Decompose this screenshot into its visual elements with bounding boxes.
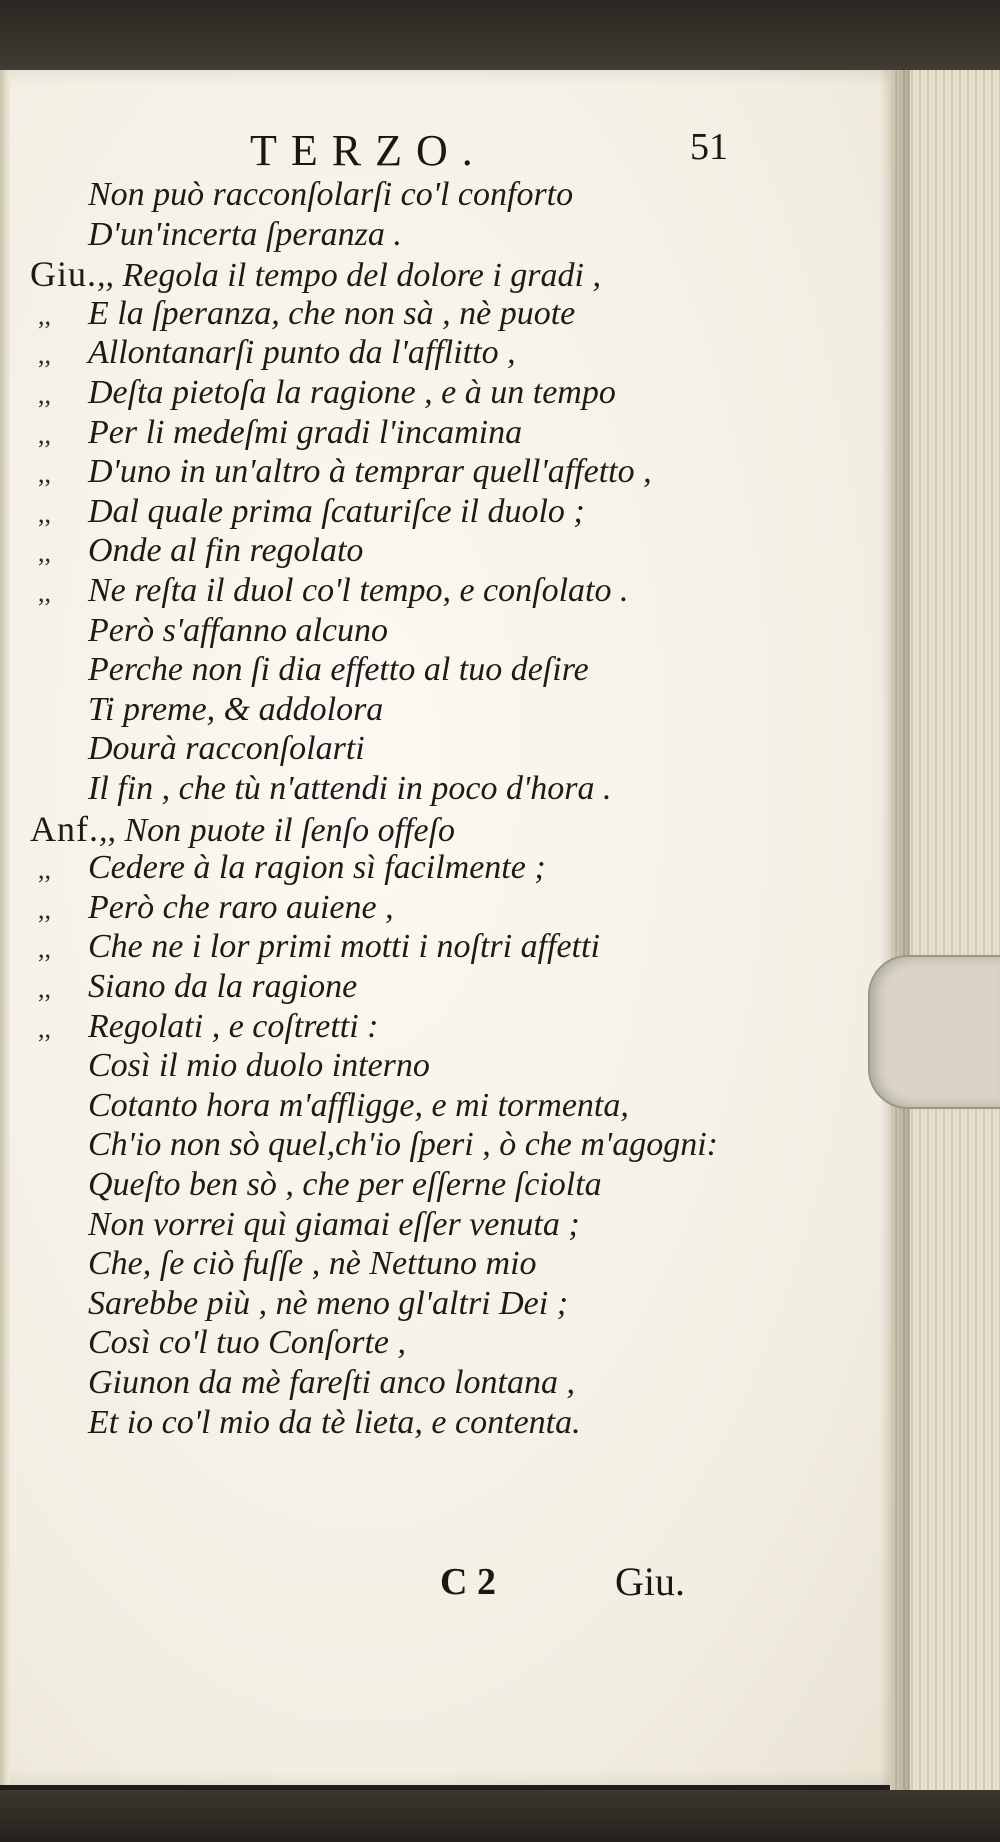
page-edge-shadow <box>880 70 910 1800</box>
signature-mark: C 2 <box>440 1561 496 1603</box>
verse-line <box>38 333 516 375</box>
quotation-mark: ,, <box>38 459 51 489</box>
verse-line <box>88 1165 602 1205</box>
verse-line <box>88 1284 568 1324</box>
verse-line-text: Deſta pietoſa la ragione , e à un tempo <box>88 374 616 411</box>
verse-line-text: Ti preme, & addolora <box>88 690 384 728</box>
verse-line <box>88 650 589 690</box>
quotation-mark: ,, <box>38 934 51 964</box>
verse-line-text: Allontanarſi punto da l'afflitto , <box>88 334 516 372</box>
verse-line <box>88 1046 430 1086</box>
quotation-mark: ,, <box>38 300 51 330</box>
verse-line <box>38 1007 379 1049</box>
verse-line-text: Cotanto hora m'affligge, e mi tormenta, <box>88 1086 629 1124</box>
verse-line <box>88 1244 537 1284</box>
verse-line <box>38 413 522 455</box>
quotation-mark: ,, <box>38 538 51 568</box>
verse-line-text: Il fin , che tù n'attendi in poco d'hora . <box>88 770 612 807</box>
verse-line-text: Ch'io non sò quel,ch'io ſperi , ò che m'agogni: <box>88 1126 718 1164</box>
verse-line <box>88 1403 581 1443</box>
verse-line <box>38 452 652 494</box>
verse-line-text: Sarebbe più , nè meno gl'altri Dei ; <box>88 1284 569 1322</box>
quotation-mark: ,, <box>38 340 51 370</box>
verse-line <box>38 888 394 930</box>
book-cover-bottom <box>0 1790 1000 1842</box>
verse-line-text: Non vorrei quì giamai eſſer venuta ; <box>88 1205 580 1243</box>
page-tab-marker <box>868 955 1000 1109</box>
verse-line-text: Per li medeſmi gradi l'incamina <box>88 413 523 451</box>
verse-line-text: Perche non ſi dia effetto al tuo deſire <box>88 651 589 689</box>
verse-line <box>30 254 601 296</box>
verse-line <box>88 1086 629 1126</box>
running-title: TERZO. <box>250 126 487 175</box>
verse-line-text: E la ſperanza, che non sà , nè puote <box>88 294 576 332</box>
verse-line <box>38 571 628 613</box>
verse-line-text: Ne reſta il duol co'l tempo, e conſolato . <box>88 572 629 609</box>
verse-line <box>38 848 546 890</box>
verse-line-text: ,, Non puote il ſenſo offeſo <box>99 811 456 849</box>
verse-line <box>38 967 357 1009</box>
verse-line-text: Giunon da mè fareſti anco lontana , <box>88 1364 575 1401</box>
verse-line-text: Così co'l tuo Conſorte , <box>88 1324 407 1362</box>
page-number: 51 <box>690 126 728 168</box>
verse-line-text: Cedere à la ragion sì facilmente ; <box>88 849 546 887</box>
page-gutter <box>0 70 10 1785</box>
verse-line-text: Siano da la ragione <box>88 968 358 1005</box>
verse-line <box>88 1323 406 1363</box>
verse-line-text: D'un'incerta ſperanza . <box>88 215 402 253</box>
verse-line <box>38 531 363 573</box>
verse-line-text: ,, Regola il tempo del dolore i gradi , <box>97 257 601 295</box>
verse-line <box>38 373 616 415</box>
verse-line <box>38 492 585 534</box>
verse-line-text: Non può racconſolarſi co'l conforto <box>88 176 574 213</box>
verse-line-text: Che, ſe ciò fuſſe , nè Nettuno mio <box>88 1245 537 1283</box>
verse-line-text: Che ne i lor primi motti i noſtri affetti <box>88 928 600 966</box>
verse-line <box>88 1125 718 1165</box>
quotation-mark: ,, <box>38 578 51 607</box>
verse-line-text: Queſto ben sò , che per eſſerne ſciolta <box>88 1166 602 1203</box>
verse-line <box>88 1205 580 1245</box>
quotation-mark: ,, <box>38 380 51 409</box>
verse-line-text: Però s'affanno alcuno <box>88 611 389 649</box>
verse-line <box>88 729 365 769</box>
verse-line <box>88 215 402 255</box>
catchword: Giu. <box>615 1559 685 1604</box>
verse-line <box>88 1363 575 1403</box>
verse-line-text: Et io co'l mio da tè lieta, e contenta. <box>88 1403 581 1441</box>
quotation-mark: ,, <box>38 894 51 924</box>
verse-line-text: Però che raro auiene , <box>88 888 394 926</box>
quotation-mark: ,, <box>38 855 51 885</box>
verse-line <box>88 690 383 730</box>
verse-line <box>38 927 600 969</box>
quotation-mark: ,, <box>38 498 51 528</box>
speaker-name: Anf. <box>30 808 99 849</box>
quotation-mark: ,, <box>38 974 51 1003</box>
verse-line <box>88 611 388 651</box>
quotation-mark: ,, <box>38 1013 51 1043</box>
verse-line-text: Così il mio duolo interno <box>88 1047 430 1085</box>
verse-line-text: Dourà racconſolarti <box>88 730 365 768</box>
verse-line <box>88 769 612 809</box>
quotation-mark: ,, <box>38 419 51 449</box>
speaker-name: Giu. <box>30 254 97 295</box>
verse-line <box>38 294 575 336</box>
verse-line <box>88 175 573 215</box>
verse-line-text: Onde al fin regolato <box>88 532 364 570</box>
verse-line-text: Regolati , e coſtretti : <box>88 1007 379 1045</box>
verse-line-text: D'uno in un'altro à temprar quell'affetto , <box>88 453 652 491</box>
verse-line <box>30 809 455 851</box>
verse-line-text: Dal quale prima ſcaturiſce il duolo ; <box>88 492 585 530</box>
